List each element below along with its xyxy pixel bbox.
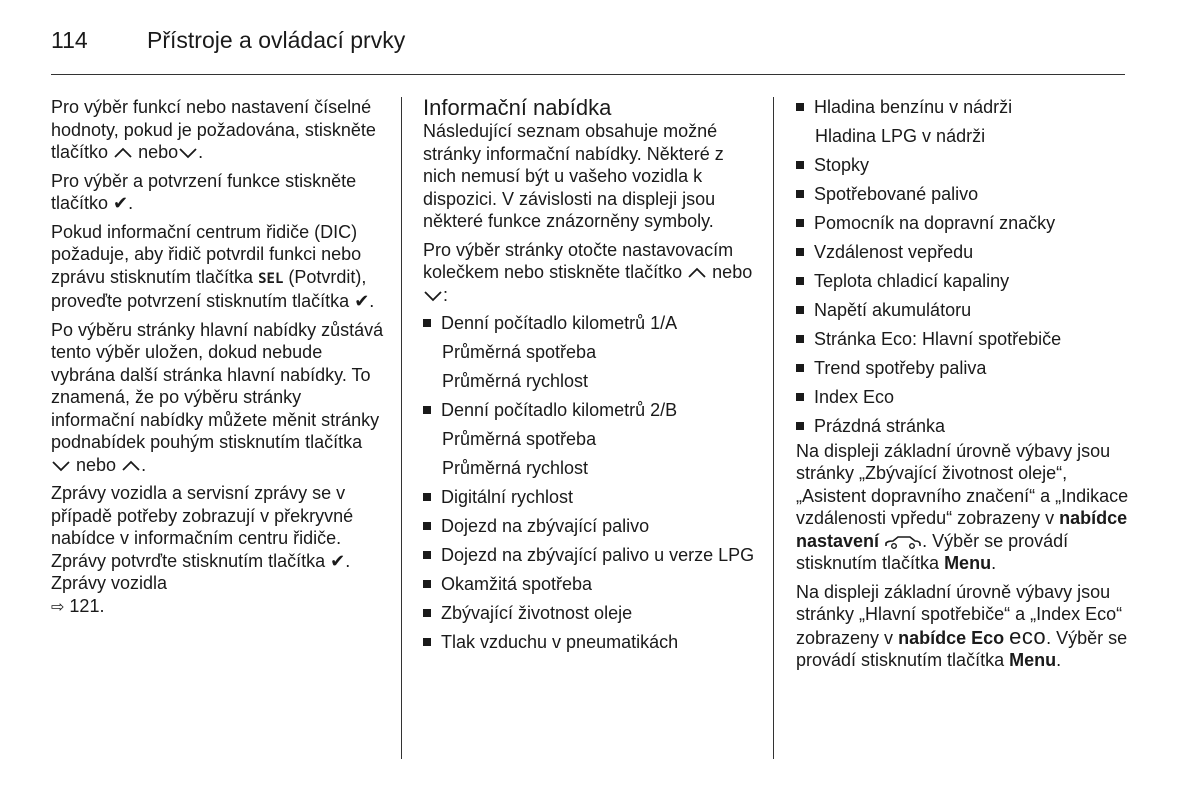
menu-button-label: Menu	[1009, 650, 1057, 670]
list-item: Prázdná stránka	[796, 415, 1131, 438]
list-item: Napětí akumulátoru	[796, 299, 1131, 322]
bullet-icon	[796, 393, 804, 401]
list-item: Denní počítadlo kilometrů 1/A	[423, 312, 758, 335]
bullet-icon	[423, 319, 431, 327]
paragraph-eco-menu-pages: Na displeji základní úrovně výbavy jsou stránky „Hlavní spotřebiče“ a „Index Eco“ zobrazeny v nabídce Eco eco. Výběr se provádí stisknutím tlačítka Menu.	[796, 581, 1128, 670]
bullet-icon	[796, 190, 804, 198]
bullet-icon	[423, 406, 431, 414]
list-item: Teplota chladicí kapaliny	[796, 270, 1131, 293]
bullet-icon	[796, 364, 804, 372]
check-icon: ✔	[330, 550, 346, 571]
bullet-icon	[796, 422, 804, 430]
menu-button-label: Menu	[944, 553, 992, 573]
info-pages-list	[423, 312, 758, 654]
list-subitem: Průměrná rychlost	[442, 458, 589, 478]
list-subitem: Průměrná spotřeba	[442, 429, 597, 449]
bullet-icon	[423, 522, 431, 530]
list-item: Spotřebované palivo	[796, 183, 1131, 206]
list-item: Zbývající životnost oleje	[423, 602, 758, 625]
paragraph-settings-menu-pages: Na displeji základní úrovně výbavy jsou stránky „Zbývající životnost oleje“, „Asistent dopravního značení“ a „Indikace vzdálenosti vpředu“ zobrazeny v nabídce nastavení . Výběr se provádí stisknutím tlačítka Menu.	[796, 440, 1129, 573]
list-item: Digitální rychlost	[423, 486, 758, 509]
paragraph-confirm-function: Pro výběr a potvrzení funkce stiskněte tlačítko ✔.	[51, 170, 357, 213]
column-1	[51, 96, 386, 625]
eco-menu-term: nabídce Eco	[898, 627, 1005, 648]
chevron-down-icon	[178, 147, 198, 159]
bullet-icon	[796, 103, 804, 111]
list-item: Stránka Eco: Hlavní spotřebiče	[796, 328, 1131, 351]
list-item: Denní počítadlo kilometrů 2/B	[423, 399, 758, 422]
list-item: Trend spotřeby paliva	[796, 357, 1131, 380]
list-item: Index Eco	[796, 386, 1131, 409]
chevron-down-icon	[51, 460, 71, 472]
car-icon	[884, 535, 922, 549]
list-item: Tlak vzduchu v pneumatikách	[423, 631, 758, 654]
list-item: Dojezd na zbývající palivo	[423, 515, 758, 538]
page-reference-link[interactable]: 121.	[69, 595, 105, 616]
chevron-up-icon	[113, 147, 133, 159]
bullet-icon	[796, 277, 804, 285]
column-divider-2	[773, 97, 774, 759]
eco-icon: eco	[1009, 623, 1047, 649]
list-item: Dojezd na zbývající palivo u verze LPG	[423, 544, 758, 567]
see-page-arrow-icon: ⇨	[51, 598, 65, 616]
info-pages-list-continued	[796, 96, 1131, 438]
bullet-icon	[796, 161, 804, 169]
check-icon: ✔	[113, 193, 129, 213]
page-title: Přístroje a ovládací prvky	[147, 27, 406, 53]
bullet-icon	[423, 580, 431, 588]
paragraph-dic-confirm: Pokud informační centrum řidiče (DIC) požaduje, aby řidič potvrdil funkci nebo zprávu stisknutím tlačítka SEL (Potvrdit), proveďte potvrzení stisknutím tlačítka ✔.	[51, 221, 375, 311]
bullet-icon	[796, 219, 804, 227]
column-2	[423, 96, 758, 660]
list-subitem: Průměrná rychlost	[442, 371, 589, 391]
section-heading-info-menu: Informační nabídka	[423, 95, 612, 120]
list-subitem: Průměrná spotřeba	[442, 342, 597, 362]
paragraph-select-page: Pro výběr stránky otočte nastavovacím kolečkem nebo stiskněte tlačítko nebo :	[423, 239, 753, 305]
page-number: 114	[51, 27, 88, 53]
paragraph-info-intro: Následující seznam obsahuje možné stránky informační nabídky. Některé z nich nemusí být u vašeho vozidla k dispozici. V závislosti na displeji jsou některé funkce znázorněny symboly.	[423, 121, 724, 231]
header-rule	[51, 74, 1125, 75]
settings-menu-term: nabídce nastavení	[796, 508, 1128, 551]
list-item: Pomocník na dopravní značky	[796, 212, 1131, 235]
list-item: Okamžitá spotřeba	[423, 573, 758, 596]
sel-button-label: SEL	[258, 270, 284, 287]
column-divider-1	[401, 97, 402, 759]
bullet-icon	[423, 609, 431, 617]
list-item: Stopky	[796, 154, 1131, 177]
bullet-icon	[423, 551, 431, 559]
bullet-icon	[796, 335, 804, 343]
paragraph-vehicle-messages: Zprávy vozidla a servisní zprávy se v případě potřeby zobrazují v překryvné nabídce v informačním centru řidiče. Zprávy potvrďte stisknutím tlačítka ✔. Zprávy vozidla ⇨ 121.	[51, 483, 354, 616]
bullet-icon	[796, 248, 804, 256]
list-subitem: Hladina LPG v nádrži	[815, 126, 986, 146]
chevron-up-icon	[687, 267, 707, 279]
list-item: Vzdálenost vepředu	[796, 241, 1131, 264]
chevron-down-icon	[423, 290, 443, 302]
paragraph-main-menu-page: Po výběru stránky hlavní nabídky zůstává tento výběr uložen, dokud nebude vybrána další stránka hlavní nabídky. To znamená, že po výběru stránky informační nabídky můžete měnit stránky podnabídek pouhým stisknutím tlačítka nebo .	[51, 319, 384, 475]
bullet-icon	[796, 306, 804, 314]
column-3	[796, 96, 1131, 678]
bullet-icon	[423, 638, 431, 646]
list-item: Hladina benzínu v nádrži	[796, 96, 1131, 119]
paragraph-select-function: Pro výběr funkcí nebo nastavení číselné hodnoty, pokud je požadována, stiskněte tlačítko nebo .	[51, 97, 376, 162]
check-icon: ✔	[354, 291, 370, 311]
bullet-icon	[423, 493, 431, 501]
chevron-up-icon	[121, 460, 141, 472]
